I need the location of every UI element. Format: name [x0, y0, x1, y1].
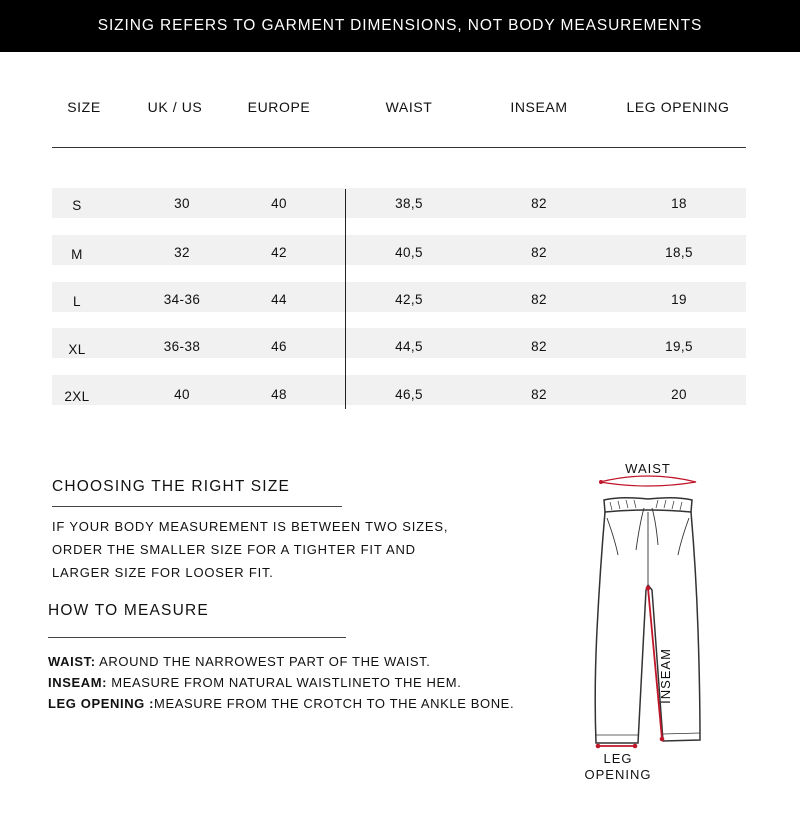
header-leg-opening: LEG OPENING	[626, 99, 730, 115]
cell-leg-opening: 19	[671, 292, 687, 307]
drawstring	[636, 508, 658, 550]
measure-divider	[48, 637, 346, 638]
cell-inseam: 82	[531, 245, 547, 260]
cell-europe: 42	[271, 245, 287, 260]
header-uk-us: UK / US	[147, 99, 203, 115]
measure-leg-label: LEG OPENING :	[48, 696, 155, 711]
right-leg	[648, 512, 700, 741]
leg-opening-dot-right	[633, 744, 638, 749]
waistband	[604, 498, 692, 512]
measure-inseam	[48, 675, 461, 690]
cell-leg-opening: 18,5	[665, 245, 693, 260]
cell-size: S	[72, 198, 82, 213]
cell-uk-us: 40	[174, 387, 190, 402]
cell-leg-opening: 18	[671, 196, 687, 211]
cell-inseam: 82	[531, 339, 547, 354]
cell-uk-us: 32	[174, 245, 190, 260]
column-separator	[345, 189, 346, 409]
cell-waist: 46,5	[395, 387, 423, 402]
pants-illustration	[560, 450, 770, 790]
cell-size: XL	[68, 342, 86, 357]
cell-inseam: 82	[531, 292, 547, 307]
cell-size: M	[71, 247, 83, 262]
measure-leg-text: MEASURE FROM THE CROTCH TO THE ANKLE BONE.	[154, 696, 515, 711]
cell-uk-us: 30	[174, 196, 190, 211]
cell-size: L	[73, 294, 81, 309]
measure-title: HOW TO MEASURE	[48, 602, 209, 619]
header-size: SIZE	[67, 99, 101, 115]
header-waist: WAIST	[385, 99, 433, 115]
cell-inseam: 82	[531, 387, 547, 402]
choosing-title: CHOOSING THE RIGHT SIZE	[52, 478, 291, 495]
cell-inseam: 82	[531, 196, 547, 211]
leg-opening-dot-left	[596, 744, 601, 749]
cell-europe: 40	[271, 196, 287, 211]
measure-leg-opening	[48, 696, 514, 711]
top-banner: SIZING REFERS TO GARMENT DIMENSIONS, NOT BODY MEASUREMENTS	[0, 0, 800, 52]
cell-size: 2XL	[64, 389, 90, 404]
leg-label-line-1: LEG	[603, 751, 633, 766]
inseam-label: INSEAM	[658, 648, 673, 704]
cell-waist: 44,5	[395, 339, 423, 354]
cell-europe: 44	[271, 292, 287, 307]
waist-arrow-dot	[599, 480, 603, 484]
waist-label: WAIST	[625, 461, 671, 476]
measure-waist	[48, 654, 431, 669]
leg-label-line-2: OPENING	[584, 767, 652, 782]
measure-inseam-label: INSEAM:	[48, 675, 108, 690]
pants-diagram	[560, 450, 770, 790]
measure-waist-text: AROUND THE NARROWEST PART OF THE WAIST.	[95, 654, 431, 669]
cell-leg-opening: 20	[671, 387, 687, 402]
cell-uk-us: 34-36	[163, 292, 201, 307]
choosing-divider	[52, 506, 342, 507]
measure-waist-label: WAIST:	[48, 654, 96, 669]
inseam-dot-bottom	[660, 737, 665, 742]
cell-waist: 40,5	[395, 245, 423, 260]
inseam-dot-top	[646, 586, 651, 591]
cell-waist: 38,5	[395, 196, 423, 211]
cell-europe: 46	[271, 339, 287, 354]
choosing-line-3: LARGER SIZE FOR LOOSER FIT.	[52, 565, 274, 580]
choosing-line-1: IF YOUR BODY MEASUREMENT IS BETWEEN TWO SIZES,	[52, 519, 449, 534]
waist-arrow-icon	[600, 476, 696, 486]
cell-uk-us: 36-38	[163, 339, 201, 354]
header-europe: EUROPE	[247, 99, 311, 115]
header-inseam: INSEAM	[510, 99, 568, 115]
measure-inseam-text: MEASURE FROM NATURAL WAISTLINETO THE HEM.	[107, 675, 462, 690]
cell-waist: 42,5	[395, 292, 423, 307]
left-leg	[595, 512, 648, 743]
cell-europe: 48	[271, 387, 287, 402]
header-divider	[52, 147, 746, 148]
choosing-line-2: ORDER THE SMALLER SIZE FOR A TIGHTER FIT AND	[52, 542, 416, 557]
cell-leg-opening: 19,5	[665, 339, 693, 354]
